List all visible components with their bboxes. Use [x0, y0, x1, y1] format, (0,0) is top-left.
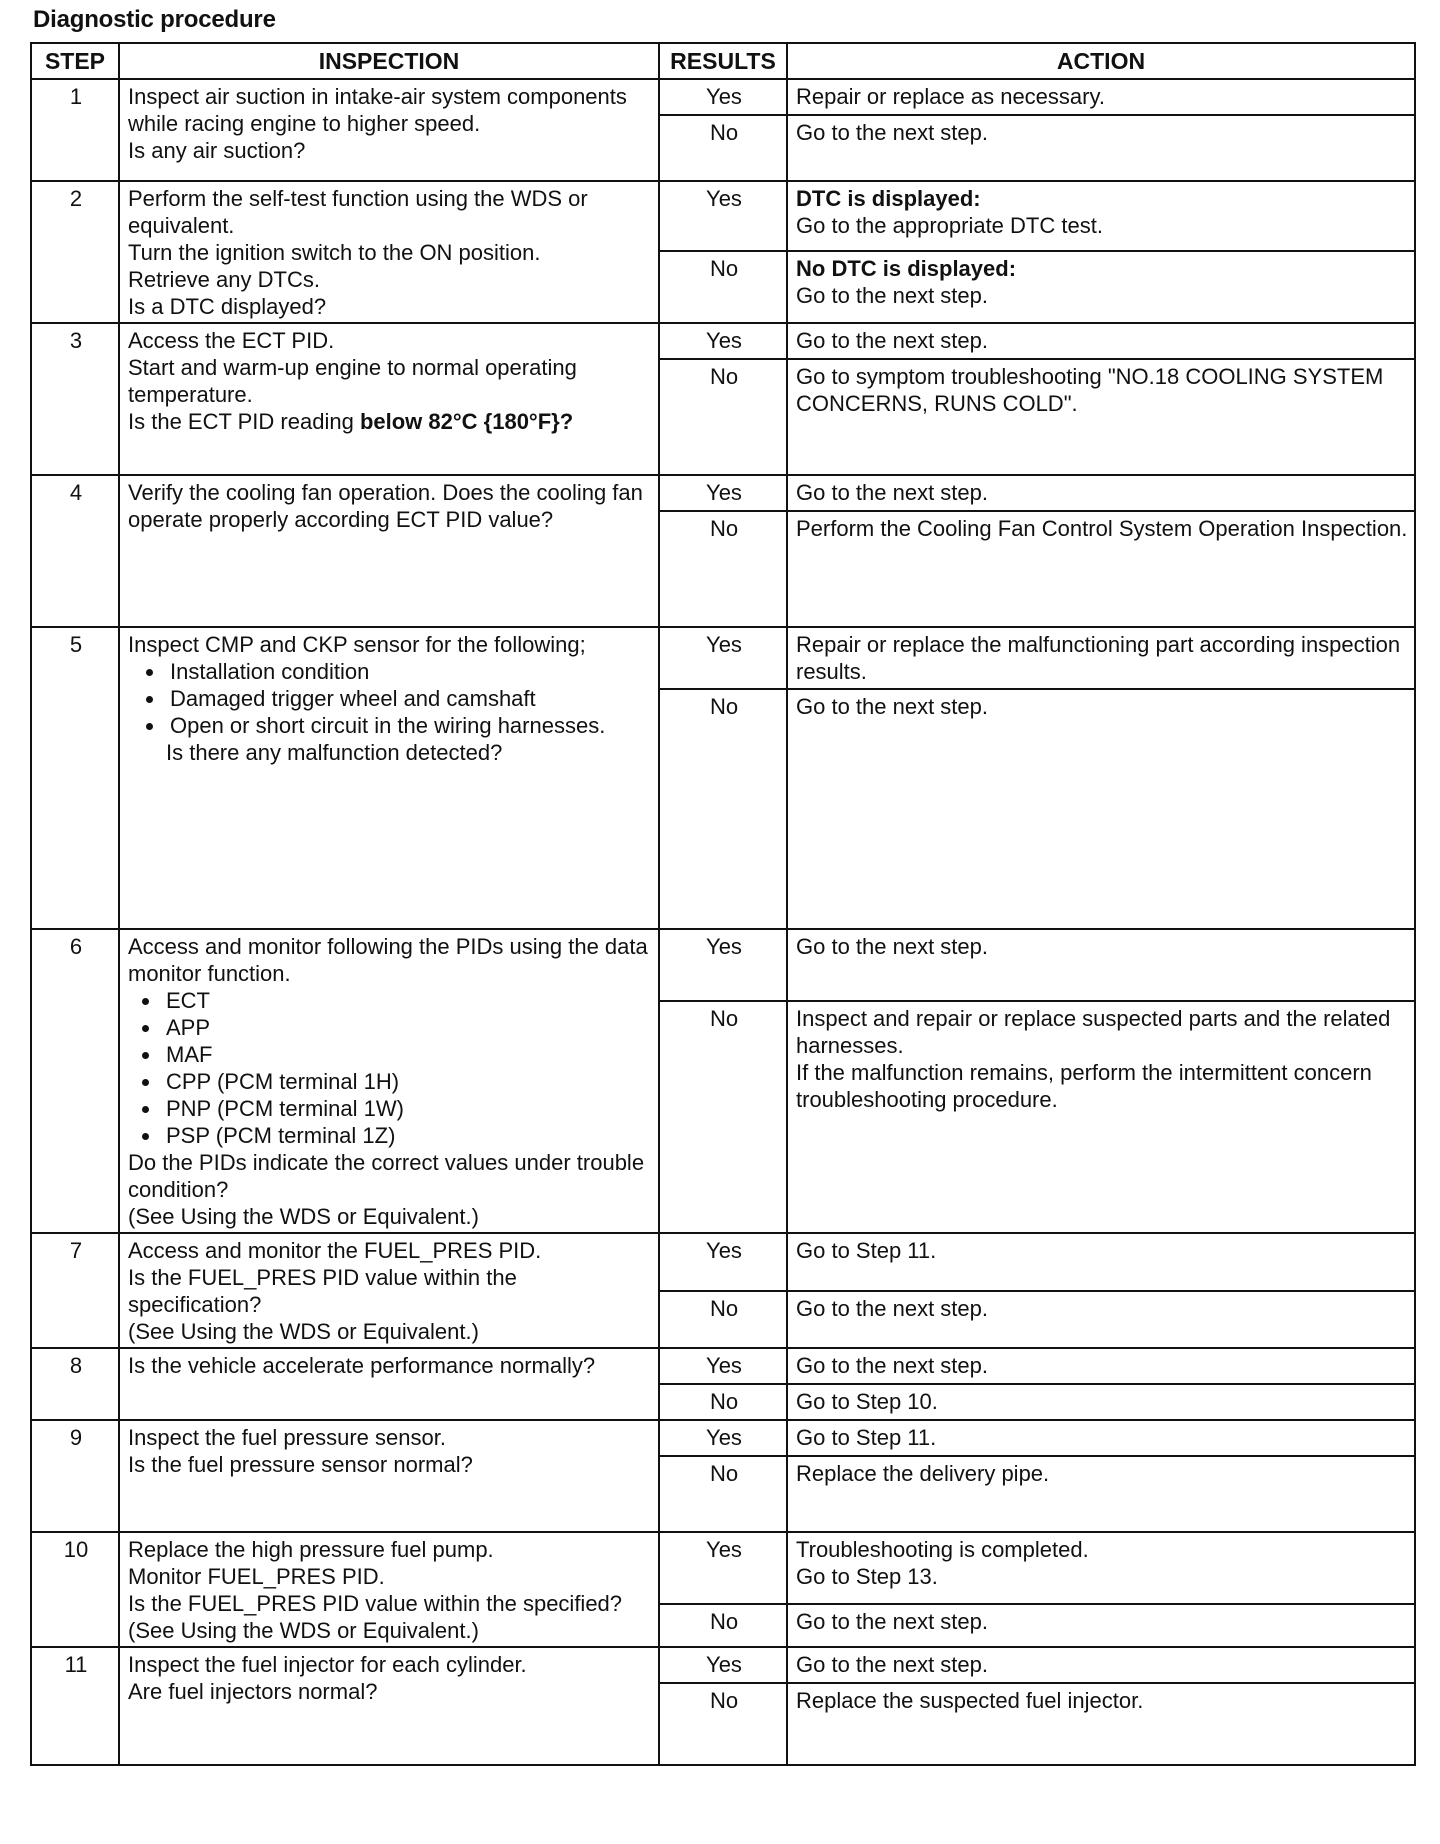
table-row	[31, 1647, 1415, 1683]
action-no	[787, 251, 1415, 323]
action-no: Replace the delivery pipe.	[787, 1456, 1415, 1532]
header-step: STEP	[31, 43, 119, 79]
inspection-text: Do the PIDs indicate the correct values under trouble condition?	[128, 1150, 645, 1202]
action-yes: Go to the next step.	[787, 323, 1415, 359]
inspection-text: Access and monitor the FUEL_PRES PID.	[128, 1238, 542, 1263]
inspection-text: Is a DTC displayed?	[128, 294, 327, 319]
action-bold-label: DTC is displayed:	[796, 186, 981, 211]
step-number: 1	[31, 79, 119, 181]
inspection-text: Inspect air suction in intake-air system components while racing engine to higher speed.	[128, 84, 627, 136]
inspection-text: Access and monitor following the PIDs using the data monitor function.	[128, 934, 648, 986]
page-title: Diagnostic procedure	[33, 6, 276, 33]
step-number: 11	[31, 1647, 119, 1765]
list-item: • ECT	[162, 987, 652, 1014]
action-yes: Go to the next step.	[787, 475, 1415, 511]
action-yes: Go to the next step.	[787, 1647, 1415, 1683]
step-number: 4	[31, 475, 119, 627]
table-row	[31, 475, 1415, 511]
inspection-text: Is the FUEL_PRES PID value within the specified?	[128, 1591, 623, 1616]
table-header-row	[31, 43, 1415, 79]
inspection-question	[128, 408, 652, 435]
inspection-text: Turn the ignition switch to the ON position.	[128, 240, 541, 265]
table-row	[31, 1420, 1415, 1456]
table-row	[31, 1348, 1415, 1384]
action-no	[787, 1001, 1415, 1233]
inspection-text: Inspect CMP and CKP sensor for the following;	[128, 632, 586, 657]
list-item: • Installation condition	[166, 658, 652, 685]
result-no: No	[659, 511, 787, 627]
action-no: Go to the next step.	[787, 689, 1415, 929]
result-no: No	[659, 1001, 787, 1233]
table-row	[31, 79, 1415, 115]
table-row	[31, 1233, 1415, 1291]
header-results: RESULTS	[659, 43, 787, 79]
result-yes: Yes	[659, 1348, 787, 1384]
step-number: 9	[31, 1420, 119, 1532]
result-yes: Yes	[659, 1420, 787, 1456]
inspection-cell: Is the vehicle accelerate performance normally?	[119, 1348, 659, 1420]
table-row	[31, 627, 1415, 689]
header-action: ACTION	[787, 43, 1415, 79]
list-item: • MAF	[162, 1041, 652, 1068]
action-text: If the malfunction remains, perform the intermittent concern troubleshooting procedure.	[796, 1060, 1372, 1113]
list-item: • PNP (PCM terminal 1W)	[162, 1095, 652, 1122]
bullet-list	[128, 987, 652, 1149]
step-number: 7	[31, 1233, 119, 1348]
list-item: • PSP (PCM terminal 1Z)	[162, 1122, 652, 1149]
step-number: 6	[31, 929, 119, 1233]
result-yes: Yes	[659, 929, 787, 1001]
action-yes: Go to the next step.	[787, 929, 1415, 1001]
result-no: No	[659, 1604, 787, 1647]
inspection-text: Perform the self-test function using the WDS or equivalent.	[128, 186, 588, 238]
action-yes: Go to the next step.	[787, 1348, 1415, 1384]
inspection-text: Start and warm-up engine to normal operating temperature.	[128, 355, 577, 407]
table-row	[31, 181, 1415, 251]
table-row	[31, 323, 1415, 359]
result-yes: Yes	[659, 475, 787, 511]
inspection-text: Is the FUEL_PRES PID value within the specification?	[128, 1265, 517, 1317]
step-number: 5	[31, 627, 119, 929]
action-bold-label: No DTC is displayed:	[796, 255, 1017, 281]
action-text: Go to the next step.	[796, 282, 989, 308]
result-no: No	[659, 1291, 787, 1349]
result-no: No	[659, 1456, 787, 1532]
result-yes: Yes	[659, 627, 787, 689]
inspection-text: Replace the high pressure fuel pump.	[128, 1537, 494, 1562]
action-text: Go to Step 13.	[796, 1564, 938, 1589]
inspection-text: Monitor FUEL_PRES PID.	[128, 1564, 385, 1589]
list-item: • Damaged trigger wheel and camshaft	[166, 685, 652, 712]
action-yes	[787, 1532, 1415, 1604]
inspection-cell	[119, 1532, 659, 1647]
result-yes: Yes	[659, 1532, 787, 1604]
action-no: Go to the next step.	[787, 1604, 1415, 1647]
inspection-cell: Verify the cooling fan operation. Does the cooling fan operate properly according ECT PID value?	[119, 475, 659, 627]
inspection-cell	[119, 929, 659, 1233]
result-no: No	[659, 115, 787, 181]
inspection-cell	[119, 1647, 659, 1765]
list-item: • Open or short circuit in the wiring harnesses.	[166, 712, 652, 739]
inspection-text: (See Using the WDS or Equivalent.)	[128, 1204, 479, 1229]
result-yes: Yes	[659, 1233, 787, 1291]
result-yes: Yes	[659, 1647, 787, 1683]
action-text: Troubleshooting is completed.	[796, 1537, 1089, 1562]
inspection-cell	[119, 323, 659, 475]
inspection-bold-text: below 82°C {180°F}?	[359, 409, 574, 434]
inspection-text: (See Using the WDS or Equivalent.)	[128, 1319, 479, 1344]
result-no: No	[659, 1384, 787, 1420]
inspection-text: Are fuel injectors normal?	[128, 1679, 378, 1704]
inspection-cell	[119, 79, 659, 181]
result-no: No	[659, 1683, 787, 1765]
action-yes: Go to Step 11.	[787, 1420, 1415, 1456]
inspection-text: Is the ECT PID reading	[128, 409, 360, 434]
inspection-text: Inspect the fuel pressure sensor.	[128, 1425, 446, 1450]
action-yes	[787, 181, 1415, 251]
action-no: Go to symptom troubleshooting "NO.18 COOLING SYSTEM CONCERNS, RUNS COLD".	[787, 359, 1415, 475]
list-item: • APP	[162, 1014, 652, 1041]
result-yes: Yes	[659, 79, 787, 115]
header-inspection: INSPECTION	[119, 43, 659, 79]
step-number: 10	[31, 1532, 119, 1647]
table-row	[31, 929, 1415, 1001]
inspection-text: Is any air suction?	[128, 138, 306, 163]
action-no: Go to the next step.	[787, 115, 1415, 181]
action-no: Go to Step 10.	[787, 1384, 1415, 1420]
action-yes: Repair or replace the malfunctioning part according inspection results.	[787, 627, 1415, 689]
inspection-text: Inspect the fuel injector for each cylinder.	[128, 1652, 527, 1677]
action-no: Go to the next step.	[787, 1291, 1415, 1349]
result-no: No	[659, 689, 787, 929]
action-yes: Repair or replace as necessary.	[787, 79, 1415, 115]
step-number: 3	[31, 323, 119, 475]
action-text: Go to the appropriate DTC test.	[796, 213, 1103, 238]
action-no: Perform the Cooling Fan Control System Operation Inspection.	[787, 511, 1415, 627]
result-no: No	[659, 251, 787, 323]
inspection-cell	[119, 1420, 659, 1532]
action-yes: Go to Step 11.	[787, 1233, 1415, 1291]
result-yes: Yes	[659, 181, 787, 251]
action-no: Replace the suspected fuel injector.	[787, 1683, 1415, 1765]
step-number: 2	[31, 181, 119, 323]
inspection-text: Is there any malfunction detected?	[166, 740, 503, 765]
inspection-text: (See Using the WDS or Equivalent.)	[128, 1618, 479, 1643]
bullet-list	[128, 658, 652, 739]
result-yes: Yes	[659, 323, 787, 359]
inspection-cell	[119, 1233, 659, 1348]
list-item: • CPP (PCM terminal 1H)	[162, 1068, 652, 1095]
inspection-text: Access the ECT PID.	[128, 328, 335, 353]
diagnostic-table	[30, 42, 1416, 1766]
inspection-text: Is the fuel pressure sensor normal?	[128, 1452, 473, 1477]
step-number: 8	[31, 1348, 119, 1420]
inspection-cell	[119, 181, 659, 323]
action-text: Inspect and repair or replace suspected parts and the related harnesses.	[796, 1006, 1391, 1059]
table-row	[31, 1532, 1415, 1604]
inspection-cell	[119, 627, 659, 929]
result-no: No	[659, 359, 787, 475]
inspection-text: Retrieve any DTCs.	[128, 267, 320, 292]
